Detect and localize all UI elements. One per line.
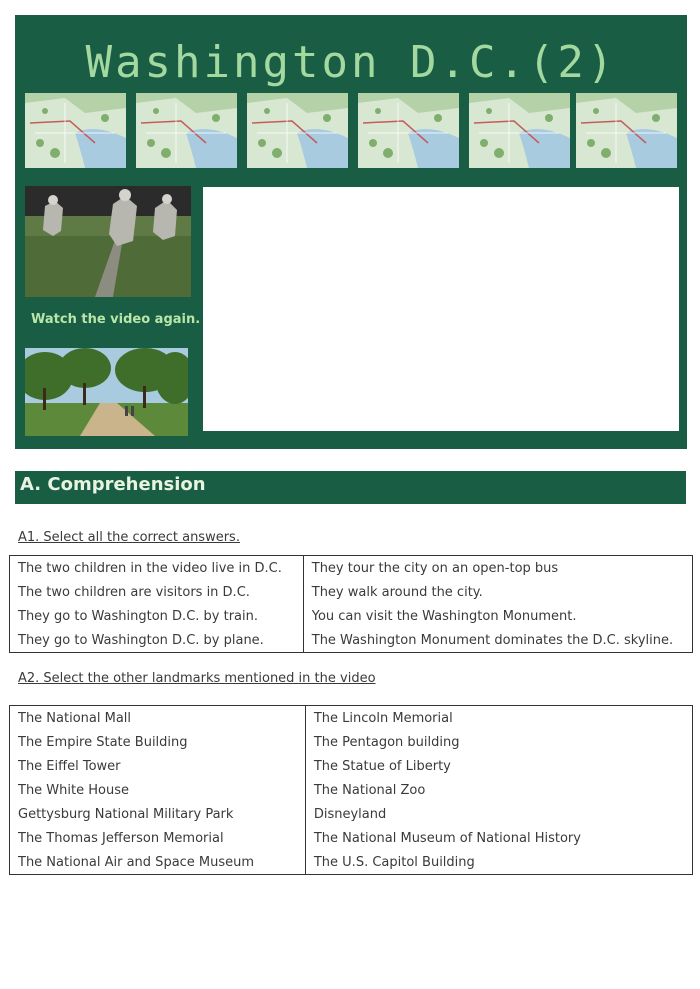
a1-option[interactable]: The two children in the video live in D.C.	[10, 556, 304, 581]
table-row	[10, 754, 693, 778]
table-row	[10, 604, 693, 628]
a2-question: A2. Select the other landmarks mentioned in the video	[18, 671, 376, 686]
map-image	[358, 93, 459, 168]
a1-question: A1. Select all the correct answers.	[18, 530, 240, 545]
a1-option[interactable]: They go to Washington D.C. by train.	[10, 604, 304, 628]
a2-option[interactable]: The National Mall	[10, 706, 306, 731]
a1-option[interactable]: The two children are visitors in D.C.	[10, 580, 304, 604]
a2-option[interactable]: The National Zoo	[305, 778, 692, 802]
a1-answers-table	[9, 555, 693, 653]
a1-option[interactable]: You can visit the Washington Monument.	[303, 604, 692, 628]
section-title: A. Comprehension	[20, 474, 206, 495]
video-caption: Watch the video again.	[31, 312, 201, 327]
video-player[interactable]	[203, 187, 679, 431]
a2-option[interactable]: The Pentagon building	[305, 730, 692, 754]
a2-option[interactable]: The White House	[10, 778, 306, 802]
table-row	[10, 628, 693, 653]
a2-option[interactable]: The Lincoln Memorial	[305, 706, 692, 731]
a2-landmarks-table	[9, 705, 693, 875]
memorial-photo	[25, 186, 191, 297]
a2-option[interactable]: The Statue of Liberty	[305, 754, 692, 778]
a1-option[interactable]: They tour the city on an open-top bus	[303, 556, 692, 581]
table-row	[10, 850, 693, 875]
a1-option[interactable]: They walk around the city.	[303, 580, 692, 604]
a2-option[interactable]: Gettysburg National Military Park	[10, 802, 306, 826]
section-header	[15, 471, 686, 504]
page-title: Washington D.C.(2)	[85, 37, 617, 88]
map-image	[25, 93, 126, 168]
a1-option[interactable]: The Washington Monument dominates the D.C. skyline.	[303, 628, 692, 653]
table-row	[10, 826, 693, 850]
header-banner	[15, 15, 687, 449]
a2-option[interactable]: The U.S. Capitol Building	[305, 850, 692, 875]
map-image	[136, 93, 237, 168]
a2-option[interactable]: The Eiffel Tower	[10, 754, 306, 778]
table-row	[10, 802, 693, 826]
table-row	[10, 778, 693, 802]
a2-option[interactable]: The National Air and Space Museum	[10, 850, 306, 875]
map-image	[576, 93, 677, 168]
table-row	[10, 556, 693, 581]
map-image	[469, 93, 570, 168]
a2-option[interactable]: Disneyland	[305, 802, 692, 826]
table-row	[10, 730, 693, 754]
a2-option[interactable]: The Thomas Jefferson Memorial	[10, 826, 306, 850]
map-image	[247, 93, 348, 168]
table-row	[10, 706, 693, 731]
a2-option[interactable]: The National Museum of National History	[305, 826, 692, 850]
a2-option[interactable]: The Empire State Building	[10, 730, 306, 754]
a1-option[interactable]: They go to Washington D.C. by plane.	[10, 628, 304, 653]
mall-photo	[25, 348, 188, 436]
table-row	[10, 580, 693, 604]
